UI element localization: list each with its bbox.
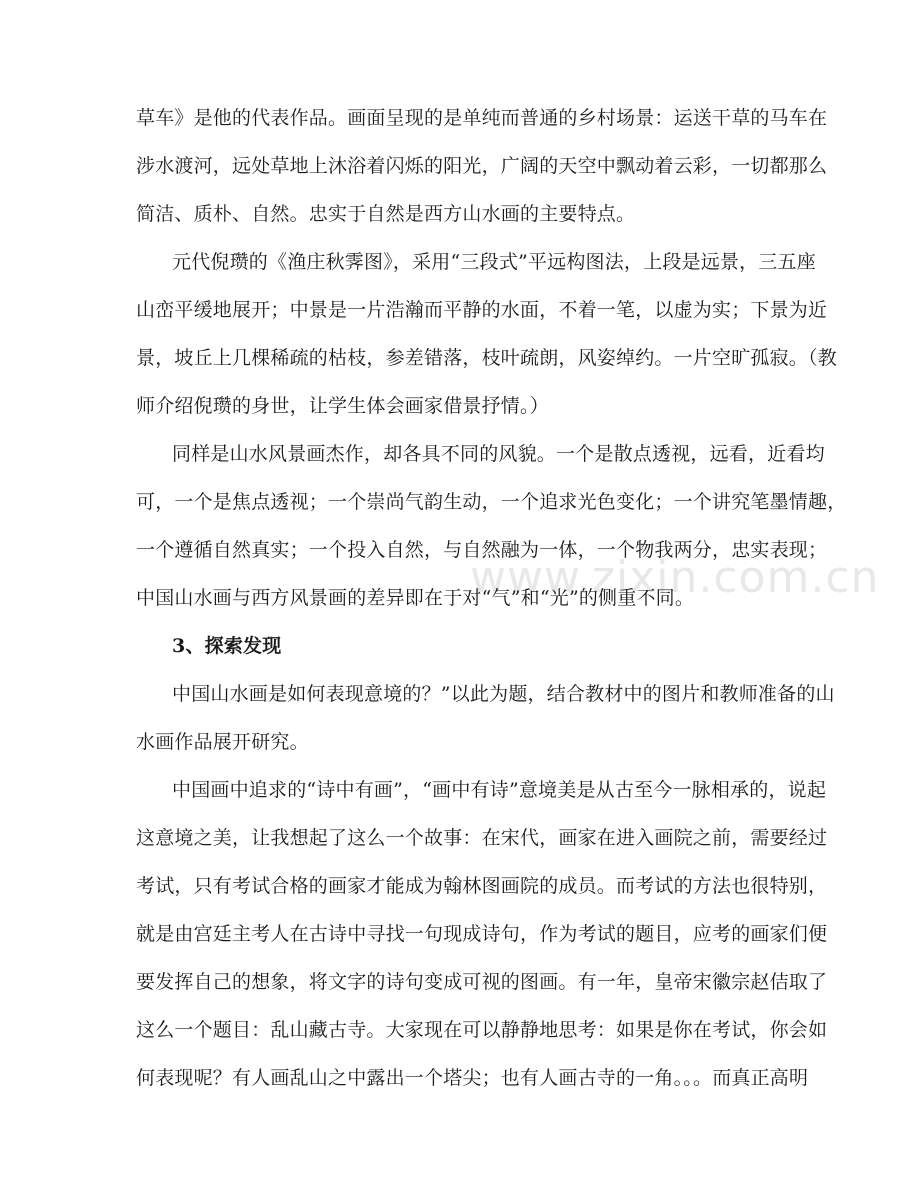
- paragraph-line: 简洁、质朴、自然。忠实于自然是西方山水画的主要特点。: [136, 203, 636, 225]
- paragraph-line: 中国山水画与西方风景画的差异即在于对“气”和“光”的侧重不同。: [136, 587, 695, 609]
- paragraph-line: 一个遵循自然真实；一个投入自然，与自然融为一体，一个物我两分，忠实表现；: [136, 539, 828, 561]
- paragraph-line: 草车》是他的代表作品。画面呈现的是单纯而普通的乡村场景：运送干草的马车在: [136, 107, 828, 129]
- paragraph-line: 这么一个题目：乱山藏古寺。大家现在可以静静地思考：如果是你在考试，你会如: [136, 1019, 828, 1041]
- paragraph-line: 中国画中追求的“诗中有画”，“画中有诗”意境美是从古至今一脉相承的，说起: [172, 779, 827, 801]
- paragraph-line: 山峦平缓地展开；中景是一片浩瀚而平静的水面，不着一笔，以虚为实；下景为近: [136, 299, 828, 321]
- paragraph-line: 何表现呢？有人画乱山之中露出一个塔尖；也有人画古寺的一角。。。而真正高明: [136, 1067, 809, 1089]
- paragraph-line: 考试，只有考试合格的画家才能成为翰林图画院的成员。而考试的方法也很特别，: [136, 875, 828, 897]
- paragraph-line: 要发挥自己的想象，将文字的诗句变成可视的图画。有一年，皇帝宋徽宗赵佶取了: [136, 971, 828, 993]
- paragraph-line: 师介绍倪瓒的身世，让学生体会画家借景抒情。）: [136, 395, 549, 417]
- section-heading: 3、探索发现: [172, 635, 282, 657]
- paragraph-line: 可，一个是焦点透视；一个崇尚气韵生动，一个追求光色变化；一个讲究笔墨情趣，: [136, 491, 847, 513]
- paragraph-line: 水画作品展开研究。: [136, 731, 309, 753]
- watermark: www.zixin.com.cn: [470, 552, 880, 603]
- paragraph-line: 就是由宫廷主考人在古诗中寻找一句现成诗句，作为考试的题目，应考的画家们便: [136, 923, 828, 945]
- paragraph-line: 元代倪瓒的《渔庄秋霁图》，采用“三段式”平远构图法，上段是远景，三五座: [172, 251, 816, 273]
- paragraph-line: 涉水渡河，远处草地上沐浴着闪烁的阳光，广阔的天空中飘动着云彩，一切都那么: [136, 155, 828, 177]
- paragraph-line: 中国山水画是如何表现意境的？”以此为题，结合教材中的图片和教师准备的山: [172, 683, 835, 705]
- paragraph-line: 景，坡丘上几棵稀疏的枯枝，参差错落，枝叶疏朗，风姿绰约。一片空旷孤寂。（教: [136, 347, 837, 369]
- paragraph-line: 这意境之美，让我想起了这么一个故事：在宋代，画家在进入画院之前，需要经过: [136, 827, 828, 849]
- paragraph-line: 同样是山水风景画杰作，却各具不同的风貌。一个是散点透视，远看，近看均: [172, 443, 825, 465]
